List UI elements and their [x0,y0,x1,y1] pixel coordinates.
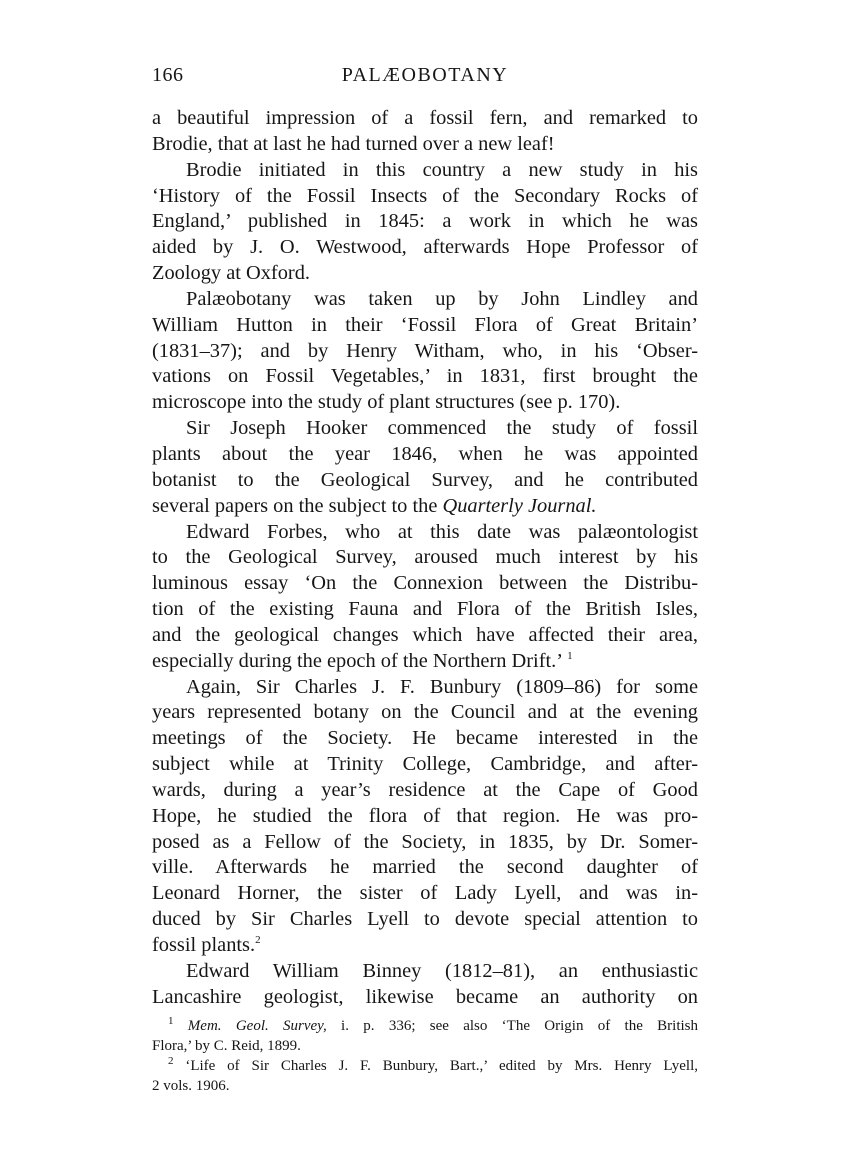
text-line: wards, during a year’s residence at the Cape of Good [152,778,698,801]
text-line: luminous essay ‘On the Connexion between the Distribu- [152,572,698,595]
text-line: a beautiful impression of a fossil fern, and remarked to [152,107,698,129]
text-line: duced by Sir Charles Lyell to devote special attention to [152,908,698,931]
text-line: (1831–37); and by Henry Witham, who, in his ‘Obser- [152,339,698,362]
text-line: aided by J. O. Westwood, afterwards Hope Professor of [152,236,698,259]
text-line: Lancashire geologist, likewise became an authority on [152,985,698,1008]
footnote-ref-2[interactable]: 2 [255,934,261,947]
text-line: Palæobotany was taken up by John Lindley and [186,287,698,310]
text-fragment: especially during the epoch of the Northern Drift.’ [152,649,564,672]
text-line: England,’ published in 1845: a work in which he was [152,210,698,233]
footnote-2 [152,1056,698,1096]
journal-title: Quarterly Journal. [442,494,597,517]
text-line: Leonard Horner, the sister of Lady Lyell, and was in- [152,882,698,905]
paragraph-2 [152,158,698,287]
footnote-1 [152,1016,698,1056]
text-line [152,649,698,675]
footnote-line [152,1056,698,1076]
text-line: William Hutton in their ‘Fossil Flora of Great Britain’ [152,313,698,336]
paragraph-6 [152,675,698,959]
text-line: meetings of the Society. He became interested in the [152,727,698,750]
text-fragment: several papers on the subject to the [152,494,443,517]
text-line: plants about the year 1846, when he was appointed [152,442,698,465]
text-line: tion of the existing Fauna and Flora of the British Isles, [152,598,698,621]
text-line: Again, Sir Charles J. F. Bunbury (1809–86) for some [186,675,698,698]
text-line: to the Geological Survey, aroused much interest by his [152,546,698,569]
text-line: ville. Afterwards he married the second daughter of [152,856,698,879]
text-line: Brodie initiated in this country a new study in his [186,158,698,181]
text-line [152,933,698,959]
text-line: Sir Joseph Hooker commenced the study of fossil [186,417,698,440]
text-line: posed as a Fellow of the Society, in 1835, by Dr. Somer- [152,830,698,853]
page-number: 166 [152,64,184,86]
text-line: botanist to the Geological Survey, and he contributed [152,468,698,491]
footnote-ref-1[interactable]: 1 [567,649,573,662]
footnote-line: Flora,’ by C. Reid, 1899. [152,1038,301,1054]
footnote-mark: 2 [168,1055,174,1067]
text-line: subject while at Trinity College, Cambridge, and after- [152,753,698,776]
paragraph-4 [152,416,698,519]
text-line [152,494,698,520]
body-text [152,106,698,1011]
paragraph-7 [152,959,698,1011]
text-fragment: i. p. 336; see also ‘The Origin of the British [326,1018,698,1034]
text-line: Hope, he studied the flora of that region. He was pro- [152,804,698,827]
text-line: vations on Fossil Vegetables,’ in 1831, first brought the [152,365,698,388]
text-line: years represented botany on the Council and at the evening [152,701,698,724]
text-line: ‘History of the Fossil Insects of the Secondary Rocks of [152,184,698,207]
footnotes [152,1016,698,1096]
paragraph-5 [152,520,698,675]
footnote-line [152,1016,698,1036]
text-fragment: ‘Life of Sir Charles J. F. Bunbury, Bart.,’ edited by Mrs. Henry Lyell, [173,1058,698,1074]
text-line: Brodie, that at last he had turned over a new leaf! [152,132,555,155]
text-fragment: fossil plants. [152,934,256,956]
paragraph-1 [152,106,698,158]
running-head: PALÆOBOTANY [341,64,509,86]
footnote-source: Mem. Geol. Survey, [187,1018,327,1034]
paragraph-3 [152,287,698,416]
footnote-line: 2 vols. 1906. [152,1078,230,1094]
text-line: Zoology at Oxford. [152,262,310,285]
text-line: microscope into the study of plant structures (see p. 170). [152,391,621,414]
text-line: Edward William Binney (1812–81), an enthusiastic [186,959,698,982]
footnote-mark: 1 [168,1015,174,1027]
text-line: and the geological changes which have affected their area, [152,623,698,646]
page-header [152,62,698,88]
text-line: Edward Forbes, who at this date was palæontologist [186,520,698,543]
